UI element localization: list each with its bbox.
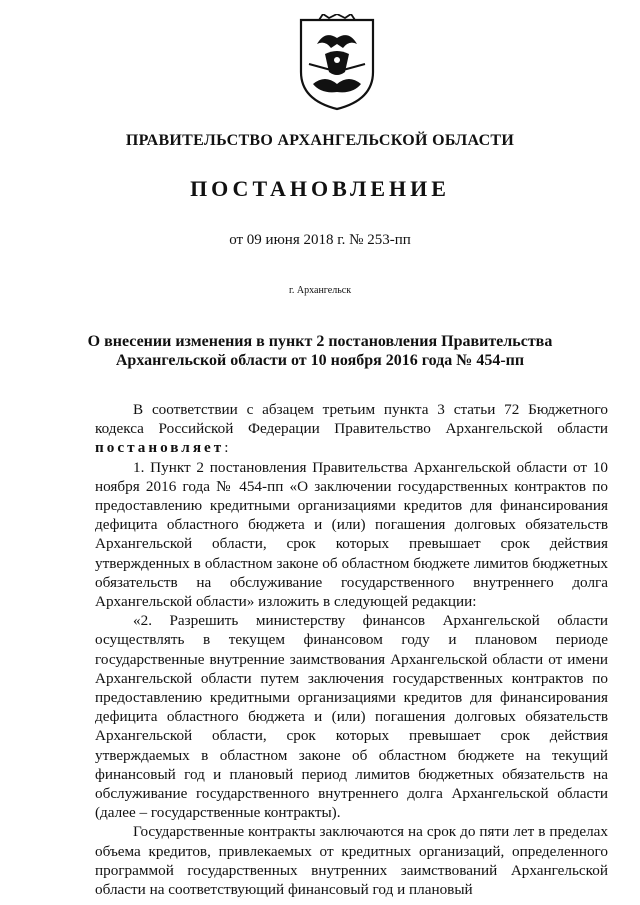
quoted-paragraph-2: Государственные контракты заключаются на срок до пяти лет в пределах объема кредитов, привлекаемых от кредитных организаций, определенного программой государственных внутренних заимствований Архангельской области на соответствующий финансовый год и плановый <box>95 823 608 899</box>
government-title: ПРАВИТЕЛЬСТВО АРХАНГЕЛЬСКОЙ ОБЛАСТИ <box>125 132 515 149</box>
item-1-paragraph: 1. Пункт 2 постановления Правительства Архангельской области от 10 ноября 2016 года № 454-пп «О заключении государственных контрактов по предоставлению кредитными организациями кредитов для финансирования дефицита областного бюджета и (или) погашения долговых обязательств Архангельской области, срок которых превышает срок действия утвержденных в областном законе об областном бюджете лимитов бюджетных обязательств на обслуживание государственного внутреннего долга Архангельской области» изложить в следующей редакции: <box>95 458 608 611</box>
coat-of-arms-emblem <box>295 14 379 112</box>
document-city: г. Архангельск <box>288 285 352 296</box>
quoted-paragraph-1: «2. Разрешить министерству финансов Архангельской области осуществлять в текущем финансовом году и плановом периоде государственные внутренние заимствования Архангельской области от имени Архангельской области путем заключения государственных контрактов по предоставлению кредитными организациями кредитов для финансирования дефицита областного бюджета и (или) погашения долговых обязательств Архангельской области, срок которых превышает срок действия утверждаемых в областном законе об областном бюджете на текущий финансовый год и плановый период лимитов бюджетных обязательств на обслуживание государственного внутреннего долга Архангельской области (далее – государственные контракты). <box>95 612 608 822</box>
subject-line-1: О внесении изменения в пункт 2 постановления Правительства <box>87 333 553 350</box>
resolves-colon: : <box>224 439 229 457</box>
intro-text: В соответствии с абзацем третьим пункта 3 статьи 72 Бюджетного кодекса Российской Федерации Правительство Архангельской области <box>95 401 608 438</box>
document-body <box>95 400 608 899</box>
document-date-number: от 09 июня 2018 г. № 253-пп <box>229 232 411 248</box>
document-type-heading: ПОСТАНОВЛЕНИЕ <box>190 176 450 201</box>
subject-line-2: Архангельской области от 10 ноября 2016 года № 454-пп <box>115 352 525 369</box>
intro-paragraph <box>95 400 608 458</box>
document-subject <box>80 332 560 370</box>
resolves-word: постановляет <box>95 439 225 457</box>
